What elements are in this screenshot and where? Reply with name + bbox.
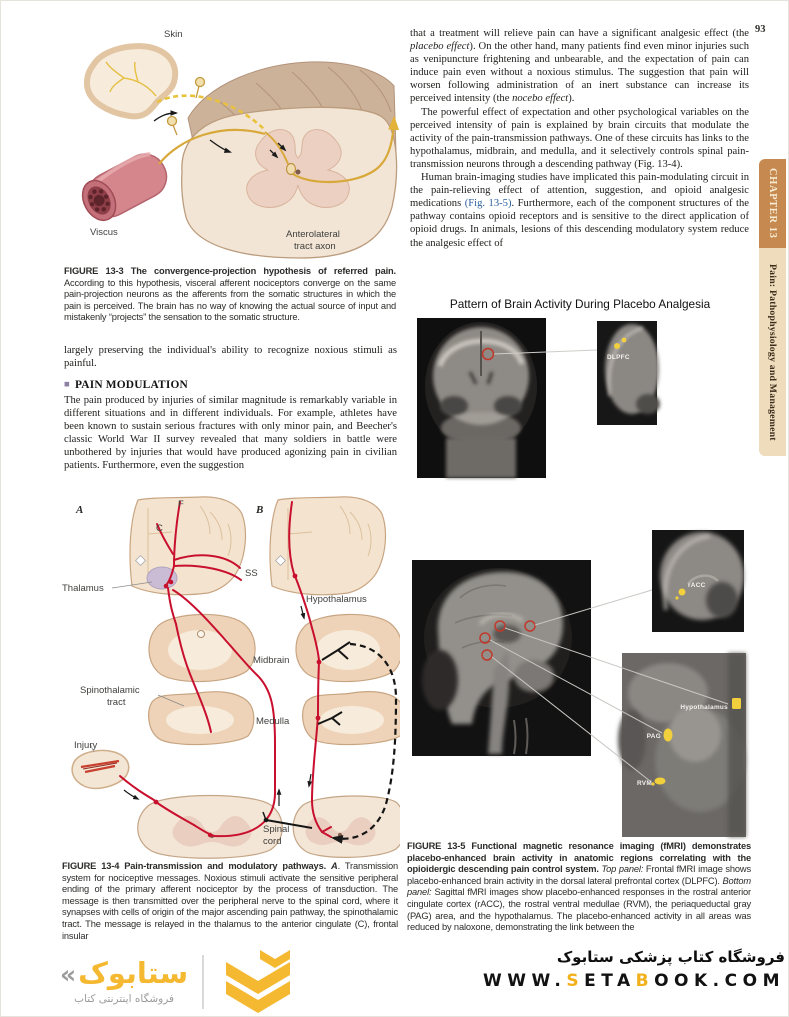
label-c: C bbox=[156, 523, 163, 534]
fmri-sagittal-image bbox=[412, 560, 591, 756]
label-racc: rACC bbox=[688, 582, 706, 589]
fmri-dlpfc-inset bbox=[597, 321, 660, 425]
panel-a-brain-section bbox=[130, 497, 245, 595]
label-panel-b: B bbox=[256, 504, 264, 516]
figure-13-4-caption: FIGURE 13-4 Pain-transmission and modulatory pathways. A. Transmission system for nociceptive messages. Noxious stimuli activate the sensitive peripheral ending of the primary afferent nociceptor by the process of transduction. The message is then transmitted over the peripheral nerve to the spinal cord, where it synapses with cells of origin of the major ascending pain pathway, the spinothalamic tract. The message is relayed in the thalamus to the anterior cingulate (C), frontal insular bbox=[62, 861, 398, 941]
brand-name-fa: ستابوک bbox=[78, 956, 189, 990]
label-injury: Injury bbox=[74, 740, 98, 751]
left-column-paragraph: The pain produced by injuries of similar magnitude is remarkably variable in different situations and in different individuals. For example, athletes have been known to sustain serious fractures with only minor pain, and Beecher's classic World War II survey revealed that many soldiers in battle were unbothered by injuries that would have produced agonizing pain in civilian patients. Furthermore, even the suggestion bbox=[64, 395, 397, 472]
label-anterolateral-1: Anterolateral bbox=[286, 229, 340, 240]
guillemet-mark: « bbox=[60, 960, 77, 989]
figure-13-4-art bbox=[60, 494, 400, 862]
label-panel-a: A bbox=[76, 504, 84, 516]
setabook-logo bbox=[60, 950, 290, 1014]
label-spinal-1: Spinal bbox=[263, 824, 290, 835]
label-f: F bbox=[178, 499, 184, 510]
figure-13-5-title: Pattern of Brain Activity During Placebo Analgesia bbox=[449, 297, 711, 311]
paragraph-placebo: that a treatment will relieve pain can have a significant analgesic effect (the placebo effect). On the other hand, many patients find even minor injuries such as venipuncture frightening and unbearable, and the expectation of pain can induce pain even without a noxious stimulus. The suggestion that pain will worsen following administration of an inert substance can increase its perceived intensity (the nocebo effect). bbox=[410, 28, 749, 105]
paragraph-brain-imaging: Human brain-imaging studies have implicated this pain-modulating circuit in the pain-relieving effect of attention, suggestion, and opioid analgesic medications (Fig. 13-5). Furthermore, each of the component structures of the pathway contains opioid receptors and is sensitive to the direct application of opioid drugs. In animals, lesions of this descending modulatory system reduce the analgesic effect of bbox=[410, 172, 749, 249]
viscus-illustration bbox=[76, 147, 174, 227]
fmri-brainstem-inset bbox=[618, 653, 746, 837]
brand-tagline-fa: فروشگاه اینترنتی کتاب bbox=[74, 993, 175, 1005]
label-hypothalamus: Hypothalamus bbox=[306, 594, 367, 605]
label-skin: Skin bbox=[164, 29, 183, 40]
heading-square-bullet: ■ bbox=[64, 380, 70, 390]
logo-divider bbox=[202, 955, 204, 1009]
panel-b-brain-section bbox=[270, 497, 385, 595]
label-pag: PAG bbox=[646, 733, 661, 740]
fmri-racc-inset bbox=[652, 530, 744, 632]
label-spinothalamic-1: Spinothalamic bbox=[80, 685, 140, 696]
store-url: WWW.SETABOOK.COM bbox=[483, 971, 785, 991]
skin-illustration bbox=[87, 46, 175, 116]
paragraph-expectation: The powerful effect of expectation and other psychological variables on the perceived intensity of pain is explained by brain circuits that modulate the activity of the pain-transmission pathways. One of these circuits has links to the hypothalamus, midbrain, and medulla, and it selectively controls spinal pain-transmission neurons through a descending pathway (Fig. 13-4). bbox=[410, 106, 749, 170]
figure-13-3-caption: FIGURE 13-3 The convergence-projection hypothesis of referred pain. According to this hypothesis, visceral afferent nociceptors converge on the same pain-projection neurons as the afferents from the somatic structures in which the pain is perceived. The brain has no way of knowing the actual source of input and mistakenly “projects” the sensation to the somatic structure. bbox=[64, 266, 396, 323]
chapter-tab-title: Pain: Pathophysiology and Management bbox=[759, 248, 786, 456]
chapter-tab-number: CHAPTER 13 bbox=[759, 159, 786, 248]
label-medulla: Medulla bbox=[256, 716, 290, 727]
label-viscus: Viscus bbox=[90, 227, 118, 238]
label-rvm: RVM bbox=[637, 780, 652, 787]
brand-wordmark bbox=[60, 956, 189, 1005]
label-spinothalamic-2: tract bbox=[107, 697, 126, 708]
figure-13-5-caption: FIGURE 13-5 Functional magnetic resonance imaging (fMRI) demonstrates placebo-enhanced brain activity in anatomic regions correlating with the opioidergic descending pain control system. Top panel: Frontal fMRI image shows placebo-enhanced brain activity in the dorsal lateral prefrontal cortex (DLPFC). Bottom panel: Sagittal fMRI images show placebo-enhanced responses in the rostral anterior cingulate cortex (rACC), the rostral ventral medullae (RVM), the periaqueductal gray (PAG) area, and the hypothalamus. The placebo-enhanced activity in all areas was reduced by naloxone, demonstrating the link between the bbox=[407, 841, 751, 933]
figure-13-3-art bbox=[60, 22, 400, 262]
fmri-frontal-image bbox=[417, 318, 546, 478]
label-dlpfc: DLPFC bbox=[607, 354, 630, 361]
label-midbrain: Midbrain bbox=[253, 655, 290, 666]
label-ss: SS bbox=[245, 568, 258, 579]
pain-modulation-heading bbox=[64, 379, 397, 391]
label-thalamus: Thalamus bbox=[62, 583, 104, 594]
label-spinal-2: cord bbox=[263, 836, 282, 847]
left-column-continuation: largely preserving the individual's ability to recognize noxious stimuli as painful. bbox=[64, 345, 397, 370]
figure-13-5-bottom-panel bbox=[410, 528, 750, 840]
label-anterolateral-2: tract axon bbox=[294, 241, 336, 252]
store-name-fa: فروشگاه کتاب پزشکی ستابوک bbox=[556, 948, 785, 966]
footer-banner bbox=[0, 944, 789, 1017]
chevron-logo-icon bbox=[218, 950, 290, 1014]
store-info bbox=[483, 948, 785, 991]
panel-a-midbrain bbox=[149, 614, 255, 681]
figure-13-5-top-panel bbox=[410, 314, 750, 482]
right-column-text bbox=[410, 27, 749, 250]
heading-text: PAIN MODULATION bbox=[74, 379, 188, 391]
page-number: 93 bbox=[755, 24, 766, 35]
label-hypothalamus-mri: Hypothalamus bbox=[680, 704, 728, 711]
